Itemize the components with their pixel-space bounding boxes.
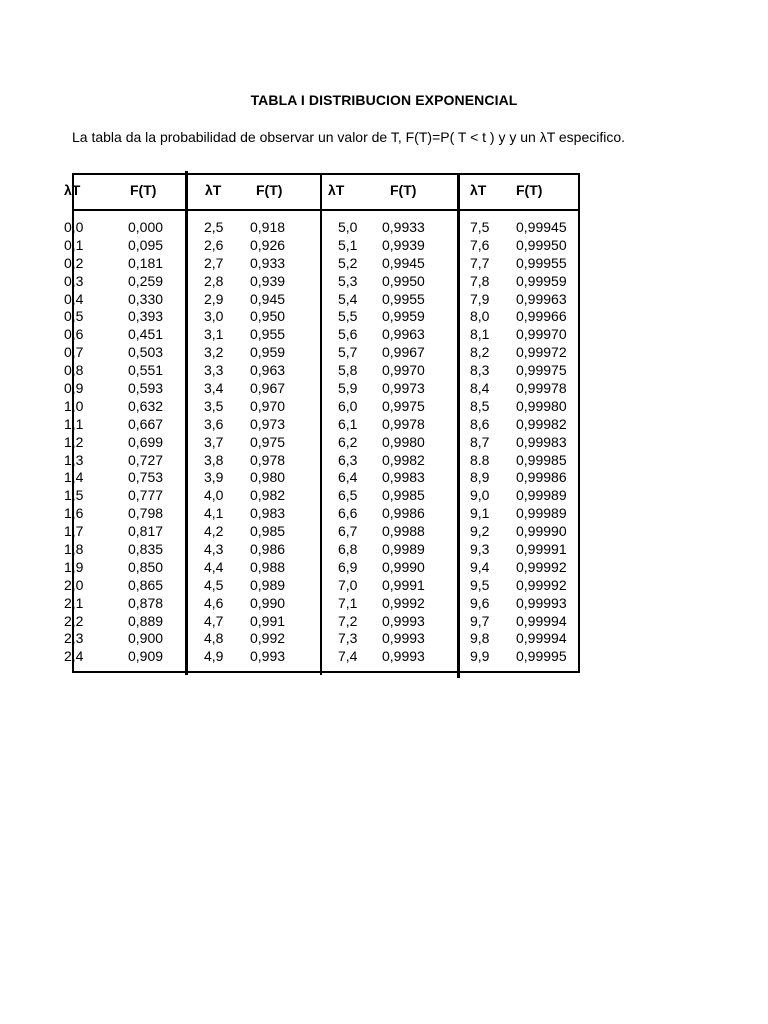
- f-t-value: 0,9963: [382, 326, 425, 343]
- f-t-value: 0,632: [128, 397, 164, 414]
- lambda-t-value: 7,9: [470, 290, 490, 307]
- f-t-value: 0,988: [250, 558, 286, 575]
- lambda-t-value: 0,3: [64, 272, 84, 289]
- lambda-t-value: 9,0: [470, 487, 490, 504]
- lambda-t-value: 8,7: [470, 433, 490, 450]
- lambda-t-value: 0,0: [64, 219, 84, 235]
- lambda-t-value: 6,0: [338, 397, 358, 414]
- lambda-t-value: 7,2: [338, 612, 358, 629]
- f-t-value: 0,9988: [382, 523, 425, 540]
- f-t-value: 0,982: [250, 487, 286, 504]
- f-t-value: 0,955: [250, 326, 286, 343]
- f-t-value: 0,99994: [516, 612, 567, 629]
- lambda-t-value: 1,1: [64, 415, 84, 432]
- lambda-t-value: 2,5: [204, 219, 224, 235]
- lambda-t-value: 6,8: [338, 541, 358, 558]
- lambda-t-value: 1,7: [64, 523, 84, 540]
- f-t-value: 0,727: [128, 451, 164, 468]
- f-t-value: 0,9970: [382, 362, 425, 379]
- lambda-t-value: 1,4: [64, 469, 84, 486]
- header-lambda-t: λT: [470, 182, 487, 198]
- f-t-value: 0,983: [250, 505, 286, 522]
- f-t-value: 0,99978: [516, 380, 567, 397]
- f-t-value: 0,986: [250, 541, 286, 558]
- f-t-value: 0,992: [250, 630, 286, 647]
- f-t-value: 0,993: [250, 648, 286, 665]
- lambda-t-value: 4,5: [204, 576, 224, 593]
- f-t-value: 0,933: [250, 254, 286, 271]
- f-t-value: 0,99993: [516, 594, 567, 611]
- f-t-value: 0,9939: [382, 236, 425, 253]
- f-t-value: 0,99982: [516, 415, 567, 432]
- f-t-value: 0,99972: [516, 344, 567, 361]
- lambda-t-value: 8.8: [470, 451, 490, 468]
- lambda-t-value: 3,7: [204, 433, 224, 450]
- lambda-t-value: 2,2: [64, 612, 84, 629]
- f-t-value: 0,9982: [382, 451, 425, 468]
- lambda-t-value: 2,4: [64, 648, 84, 665]
- f-t-value: 0,9985: [382, 487, 425, 504]
- f-t-value: 0,99975: [516, 362, 567, 379]
- lambda-t-value: 4,6: [204, 594, 224, 611]
- f-t-value: 0,9978: [382, 415, 425, 432]
- f-t-value: 0,985: [250, 523, 286, 540]
- lambda-t-value: 9,4: [470, 558, 490, 575]
- lambda-t-value: 5,1: [338, 236, 358, 253]
- lambda-t-value: 7,6: [470, 236, 490, 253]
- lambda-t-value: 8,9: [470, 469, 490, 486]
- f-t-value: 0,99990: [516, 523, 567, 540]
- f-t-value: 0,99991: [516, 541, 567, 558]
- lambda-t-value: 4,1: [204, 505, 224, 522]
- f-t-value: 0,9983: [382, 469, 425, 486]
- header-f-t: F(T): [390, 182, 417, 198]
- f-t-value: 0,181: [128, 254, 164, 271]
- f-t-value: 0,909: [128, 648, 164, 665]
- f-t-value: 0,967: [250, 380, 286, 397]
- f-t-value: 0,9933: [382, 219, 425, 235]
- lambda-t-value: 5,7: [338, 344, 358, 361]
- f-t-value: 0,817: [128, 523, 164, 540]
- lambda-t-value: 6,5: [338, 487, 358, 504]
- f-t-value: 0,9950: [382, 272, 425, 289]
- lambda-t-value: 7,4: [338, 648, 358, 665]
- f-t-value: 0,667: [128, 415, 164, 432]
- lambda-t-value: 1,0: [64, 397, 84, 414]
- lambda-t-value: 5,0: [338, 219, 358, 235]
- lambda-t-value: 4,8: [204, 630, 224, 647]
- f-t-value: 0,978: [250, 451, 286, 468]
- lambda-t-value: 5,9: [338, 380, 358, 397]
- lambda-t-value: 9,6: [470, 594, 490, 611]
- lambda-t-value: 8,4: [470, 380, 490, 397]
- lambda-t-value: 1,9: [64, 558, 84, 575]
- lambda-t-value: 2,0: [64, 576, 84, 593]
- lambda-t-value: 4,2: [204, 523, 224, 540]
- f-t-value: 0,939: [250, 272, 286, 289]
- f-t-value: 0,9967: [382, 344, 425, 361]
- lambda-t-value: 8,2: [470, 344, 490, 361]
- f-t-value: 0,9991: [382, 576, 425, 593]
- lambda-t-value: 3,9: [204, 469, 224, 486]
- lambda-t-value: 1,5: [64, 487, 84, 504]
- lambda-t-value: 4,0: [204, 487, 224, 504]
- lambda-t-value: 1,8: [64, 541, 84, 558]
- f-t-value: 0,99989: [516, 505, 567, 522]
- f-t-value: 0,9955: [382, 290, 425, 307]
- lambda-t-value: 6,6: [338, 505, 358, 522]
- f-t-value: 0,963: [250, 362, 286, 379]
- f-t-value: 0,393: [128, 308, 164, 325]
- lambda-t-value: 2,1: [64, 594, 84, 611]
- lambda-t-value: 6,3: [338, 451, 358, 468]
- f-t-value: 0,990: [250, 594, 286, 611]
- header-f-t: F(T): [256, 182, 283, 198]
- f-t-value: 0,9993: [382, 612, 425, 629]
- lambda-t-value: 1,2: [64, 433, 84, 450]
- lambda-t-value: 8,6: [470, 415, 490, 432]
- f-t-value: 0,9975: [382, 397, 425, 414]
- lambda-t-value: 2,3: [64, 630, 84, 647]
- f-t-value: 0,9989: [382, 541, 425, 558]
- lambda-t-value: 0,6: [64, 326, 84, 343]
- lambda-t-value: 6,2: [338, 433, 358, 450]
- f-t-value: 0,970: [250, 397, 286, 414]
- lambda-t-value: 0,5: [64, 308, 84, 325]
- f-t-value: 0,99963: [516, 290, 567, 307]
- lambda-t-value: 9,3: [470, 541, 490, 558]
- lambda-t-value: 0,8: [64, 362, 84, 379]
- f-t-value: 0,9992: [382, 594, 425, 611]
- lambda-t-value: 7,5: [470, 219, 490, 235]
- lambda-t-value: 6,1: [338, 415, 358, 432]
- lambda-t-value: 6,7: [338, 523, 358, 540]
- lambda-t-value: 0,7: [64, 344, 84, 361]
- f-t-value: 0,865: [128, 576, 164, 593]
- f-t-value: 0,699: [128, 433, 164, 450]
- lambda-t-value: 9,7: [470, 612, 490, 629]
- lambda-t-value: 2,6: [204, 236, 224, 253]
- f-t-value: 0,9993: [382, 630, 425, 647]
- f-t-value: 0,878: [128, 594, 164, 611]
- f-t-value: 0,9980: [382, 433, 425, 450]
- f-t-value: 0,503: [128, 344, 164, 361]
- f-t-value: 0,99980: [516, 397, 567, 414]
- header-f-t: F(T): [516, 182, 543, 198]
- f-t-value: 0,950: [250, 308, 286, 325]
- f-t-value: 0,99995: [516, 648, 567, 665]
- lambda-t-value: 3,4: [204, 380, 224, 397]
- f-t-value: 0,99985: [516, 451, 567, 468]
- lambda-t-value: 8,1: [470, 326, 490, 343]
- lambda-t-value: 0,2: [64, 254, 84, 271]
- f-t-value: 0,9959: [382, 308, 425, 325]
- f-t-value: 0,959: [250, 344, 286, 361]
- f-t-value: 0,99994: [516, 630, 567, 647]
- header-lambda-t: λT: [205, 182, 222, 198]
- f-t-value: 0,99992: [516, 576, 567, 593]
- f-t-value: 0,835: [128, 541, 164, 558]
- header-lambda-t: λT: [64, 182, 81, 198]
- lambda-t-value: 1,6: [64, 505, 84, 522]
- f-t-value: 0,99989: [516, 487, 567, 504]
- lambda-t-value: 5,6: [338, 326, 358, 343]
- lambda-t-value: 7,0: [338, 576, 358, 593]
- f-t-value: 0,777: [128, 487, 164, 504]
- lambda-t-value: 2,8: [204, 272, 224, 289]
- lambda-t-value: 8,3: [470, 362, 490, 379]
- lambda-t-value: 4,4: [204, 558, 224, 575]
- f-t-value: 0,9990: [382, 558, 425, 575]
- lambda-t-value: 9,5: [470, 576, 490, 593]
- f-t-value: 0,798: [128, 505, 164, 522]
- lambda-t-value: 0,1: [64, 236, 84, 253]
- lambda-t-value: 5,4: [338, 290, 358, 307]
- lambda-t-value: 9,8: [470, 630, 490, 647]
- f-t-value: 0,753: [128, 469, 164, 486]
- f-t-value: 0,973: [250, 415, 286, 432]
- f-t-value: 0,095: [128, 236, 164, 253]
- lambda-t-value: 0,9: [64, 380, 84, 397]
- lambda-t-value: 6,4: [338, 469, 358, 486]
- f-t-value: 0,926: [250, 236, 286, 253]
- lambda-t-value: 5,2: [338, 254, 358, 271]
- lambda-t-value: 8,0: [470, 308, 490, 325]
- f-t-value: 0,889: [128, 612, 164, 629]
- f-t-value: 0,99959: [516, 272, 567, 289]
- f-t-value: 0,9993: [382, 648, 425, 665]
- f-t-value: 0,000: [128, 219, 164, 235]
- lambda-t-value: 9,2: [470, 523, 490, 540]
- f-t-value: 0,99992: [516, 558, 567, 575]
- lambda-t-value: 3,6: [204, 415, 224, 432]
- lambda-t-value: 3,1: [204, 326, 224, 343]
- f-t-value: 0,900: [128, 630, 164, 647]
- lambda-t-value: 0,4: [64, 290, 84, 307]
- lambda-t-value: 4,9: [204, 648, 224, 665]
- f-t-value: 0,918: [250, 219, 286, 235]
- lambda-t-value: 8,5: [470, 397, 490, 414]
- lambda-t-value: 2,7: [204, 254, 224, 271]
- lambda-t-value: 6,9: [338, 558, 358, 575]
- lambda-t-value: 3,2: [204, 344, 224, 361]
- f-t-value: 0,850: [128, 558, 164, 575]
- header-lambda-t: λT: [328, 182, 345, 198]
- f-t-value: 0,99945: [516, 219, 567, 235]
- f-t-value: 0,989: [250, 576, 286, 593]
- lambda-t-value: 1,3: [64, 451, 84, 468]
- f-t-value: 0,259: [128, 272, 164, 289]
- f-t-value: 0,330: [128, 290, 164, 307]
- f-t-value: 0,99983: [516, 433, 567, 450]
- lambda-t-value: 9,9: [470, 648, 490, 665]
- lambda-t-value: 3,0: [204, 308, 224, 325]
- f-t-value: 0,99970: [516, 326, 567, 343]
- lambda-t-value: 7,7: [470, 254, 490, 271]
- f-t-value: 0,99950: [516, 236, 567, 253]
- lambda-t-value: 3,8: [204, 451, 224, 468]
- f-t-value: 0,551: [128, 362, 164, 379]
- f-t-value: 0,593: [128, 380, 164, 397]
- lambda-t-value: 7,8: [470, 272, 490, 289]
- f-t-value: 0,945: [250, 290, 286, 307]
- lambda-t-value: 5,3: [338, 272, 358, 289]
- f-t-value: 0,99955: [516, 254, 567, 271]
- header-f-t: F(T): [130, 182, 157, 198]
- intro-text: La tabla da la probabilidad de observar un valor de T, F(T)=P( T < t ) y y un λT especifico.: [72, 129, 626, 145]
- lambda-t-value: 9,1: [470, 505, 490, 522]
- f-t-value: 0,99966: [516, 308, 567, 325]
- lambda-t-value: 7,3: [338, 630, 358, 647]
- f-t-value: 0,99986: [516, 469, 567, 486]
- f-t-value: 0,975: [250, 433, 286, 450]
- page-title: TABLA I DISTRIBUCION EXPONENCIAL: [250, 92, 518, 108]
- lambda-t-value: 4,3: [204, 541, 224, 558]
- lambda-t-value: 5,5: [338, 308, 358, 325]
- f-t-value: 0,980: [250, 469, 286, 486]
- lambda-t-value: 7,1: [338, 594, 358, 611]
- lambda-t-value: 5,8: [338, 362, 358, 379]
- f-t-value: 0,9945: [382, 254, 425, 271]
- table-content: [64, 172, 592, 682]
- lambda-t-value: 4,7: [204, 612, 224, 629]
- lambda-t-value: 3,3: [204, 362, 224, 379]
- f-t-value: 0,451: [128, 326, 164, 343]
- f-t-value: 0,9986: [382, 505, 425, 522]
- lambda-t-value: 3,5: [204, 397, 224, 414]
- f-t-value: 0,9973: [382, 380, 425, 397]
- f-t-value: 0,991: [250, 612, 286, 629]
- lambda-t-value: 2,9: [204, 290, 224, 307]
